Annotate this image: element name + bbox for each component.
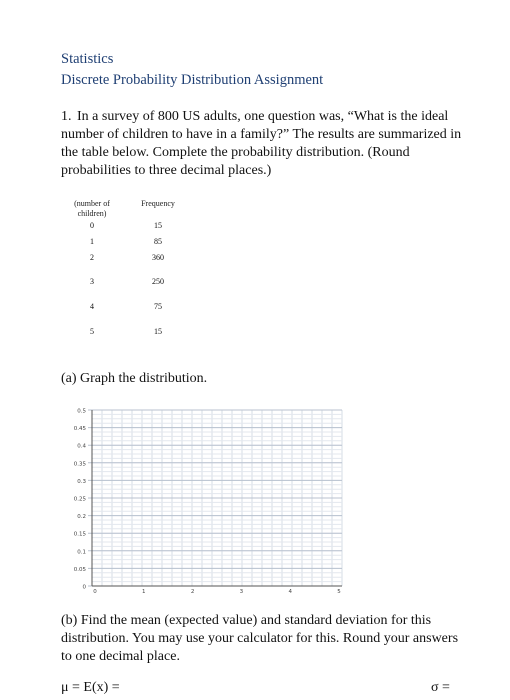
y-tick-label: 0.05: [73, 566, 86, 573]
blank-graph: [60, 398, 350, 596]
table-header-children-line1: (number of: [74, 199, 110, 208]
table-header-frequency: Frequency: [141, 199, 175, 208]
table-cell-children: 3: [90, 277, 94, 286]
x-tick-label: 4: [288, 589, 292, 595]
table-cell-frequency: 250: [152, 277, 164, 286]
y-tick-label: 0.1: [77, 549, 86, 556]
table-cell-frequency: 85: [154, 237, 162, 246]
course-title: Statistics: [61, 51, 114, 67]
table-header-children-line2: children): [77, 209, 107, 218]
part-a-label: (a) Graph the distribution.: [61, 371, 208, 386]
table-cell-frequency: 15: [154, 327, 162, 336]
table-cell-children: 1: [90, 237, 94, 246]
question-1: [61, 108, 466, 180]
x-tick-label: 1: [142, 589, 146, 595]
part-b-text: (b) Find the mean (expected value) and standard deviation for this distribution. You may use your calculator for this. Round your answers to one decimal place.: [61, 613, 459, 664]
question-text: In a survey of 800 US adults, one question was, “What is the ideal number of children to have in a family?” The results are summarized in the table below. Complete the probability distribution. (Round probabilities to three decimal places.): [61, 109, 462, 178]
question-number: 1.: [61, 109, 72, 124]
y-tick-label: 0.25: [73, 496, 86, 503]
y-tick-label: 0.4: [77, 443, 86, 450]
table-cell-children: 0: [90, 221, 94, 230]
table-cell-children: 4: [90, 302, 94, 311]
sd-label: σ =: [431, 680, 450, 695]
y-tick-label: 0: [82, 584, 86, 591]
y-tick-label: 0.2: [77, 514, 86, 521]
y-tick-label: 0.3: [77, 478, 86, 485]
x-tick-label: 5: [337, 589, 341, 595]
x-tick-label: 2: [190, 589, 195, 595]
x-tick-label: 0: [93, 589, 97, 595]
table-cell-children: 5: [90, 327, 94, 336]
assignment-title: Discrete Probability Distribution Assignment: [61, 72, 324, 88]
table-header-children: [62, 199, 122, 219]
y-tick-label: 0.45: [73, 426, 86, 433]
y-tick-label: 0.15: [73, 531, 86, 538]
table-cell-frequency: 360: [152, 253, 164, 262]
table-cell-frequency: 75: [154, 302, 162, 311]
x-tick-label: 3: [239, 589, 244, 595]
y-tick-label: 0.35: [73, 461, 86, 468]
mean-label: μ = E(x) =: [61, 680, 120, 695]
table-cell-frequency: 15: [154, 221, 162, 230]
y-tick-label: 0.5: [77, 408, 86, 415]
table-cell-children: 2: [90, 253, 94, 262]
